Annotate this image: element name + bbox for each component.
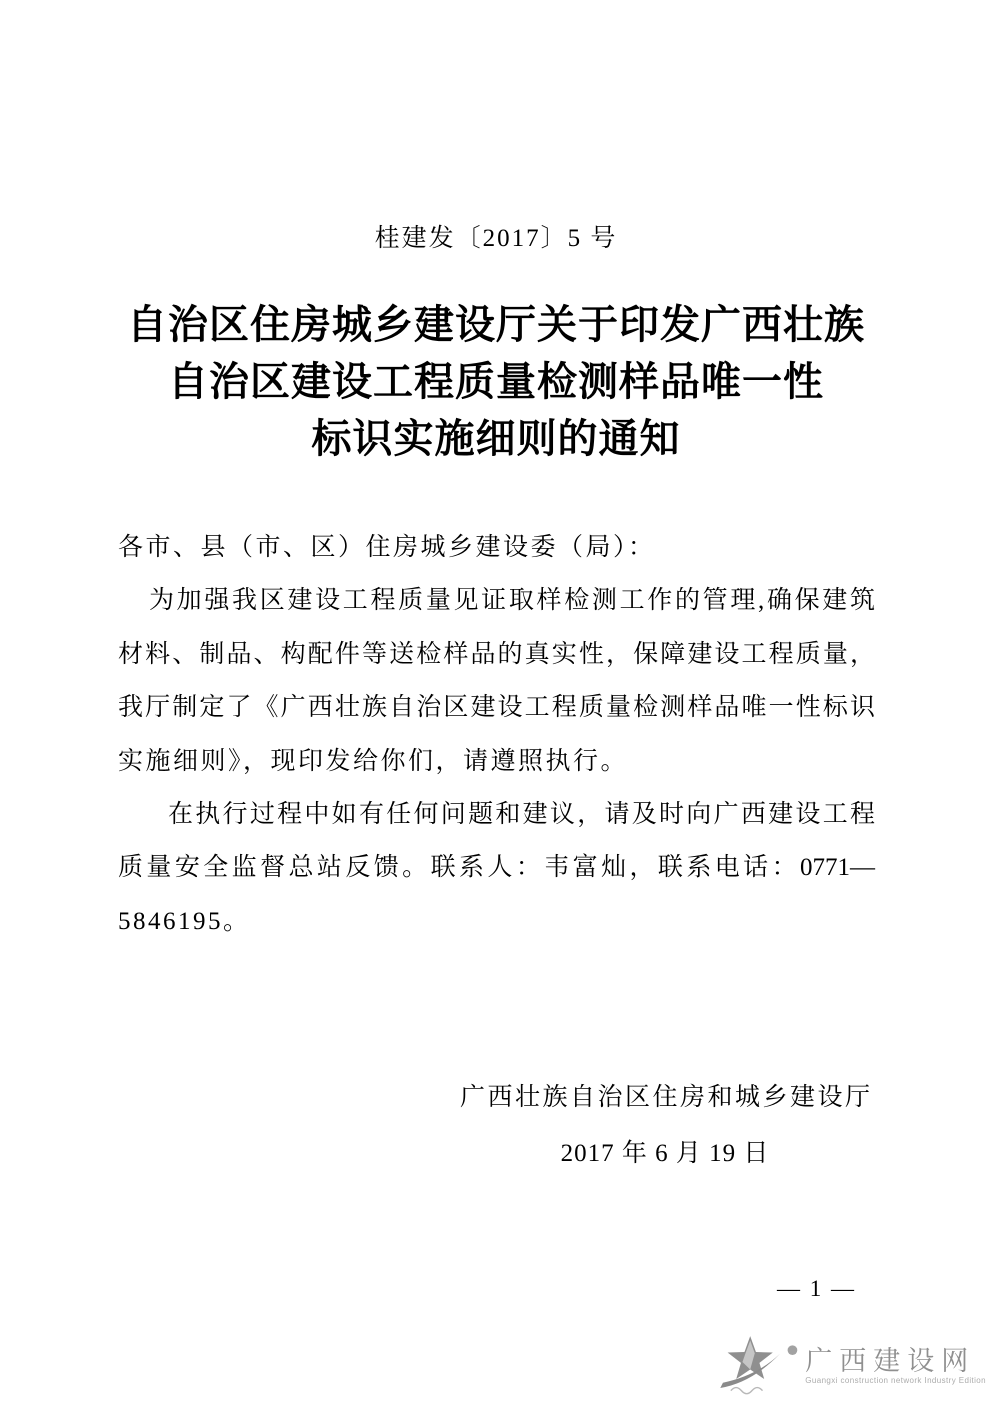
- watermark-subtitle: Guangxi construction network Industry Edition: [805, 1376, 986, 1385]
- doc-ref-number: 桂建发〔2017〕5 号: [374, 225, 618, 252]
- watermark-name: 广西建设网: [805, 1346, 976, 1376]
- doc-title-line-3: 标识实施细则的通知: [311, 416, 681, 461]
- star-logo-icon: [715, 1335, 803, 1397]
- watermark: [715, 1335, 986, 1397]
- issuing-authority: 广西壮族自治区住房和城乡建设厅: [460, 1084, 870, 1111]
- watermark-text: [805, 1346, 986, 1386]
- signature-block: [460, 1082, 870, 1170]
- issue-date: 2017 年 6 月 19 日: [560, 1140, 770, 1167]
- doc-title-line-2: 自治区建设工程质量检测样品唯一性: [168, 359, 824, 404]
- doc-title-line-1: 自治区住房城乡建设厅关于印发广西壮族: [127, 302, 865, 347]
- page-number: — 1 —: [777, 1276, 856, 1301]
- body-line: 实施细则》，现印发给你们，请遵照执行。: [118, 747, 629, 775]
- doc-title: [0, 296, 992, 467]
- body-line: 在执行过程中如有任何问题和建议，请及时向广西建设工程: [168, 801, 875, 829]
- body-line: 为加强我区建设工程质量见证取样检测工作的管理,确保建筑: [149, 587, 875, 615]
- body-line: 我厅制定了《广西壮族自治区建设工程质量检测样品唯一性标识: [118, 694, 875, 722]
- doc-body: [118, 521, 875, 948]
- salutation: 各市、县（市、区）住房城乡建设委（局）：: [118, 534, 656, 561]
- body-line: 5846195。: [118, 907, 251, 935]
- body-line: 质量安全监督总站反馈。联系人：韦富灿，联系电话：0771—: [118, 854, 875, 882]
- body-line: 材料、制品、构配件等送检样品的真实性，保障建设工程质量，: [118, 640, 875, 668]
